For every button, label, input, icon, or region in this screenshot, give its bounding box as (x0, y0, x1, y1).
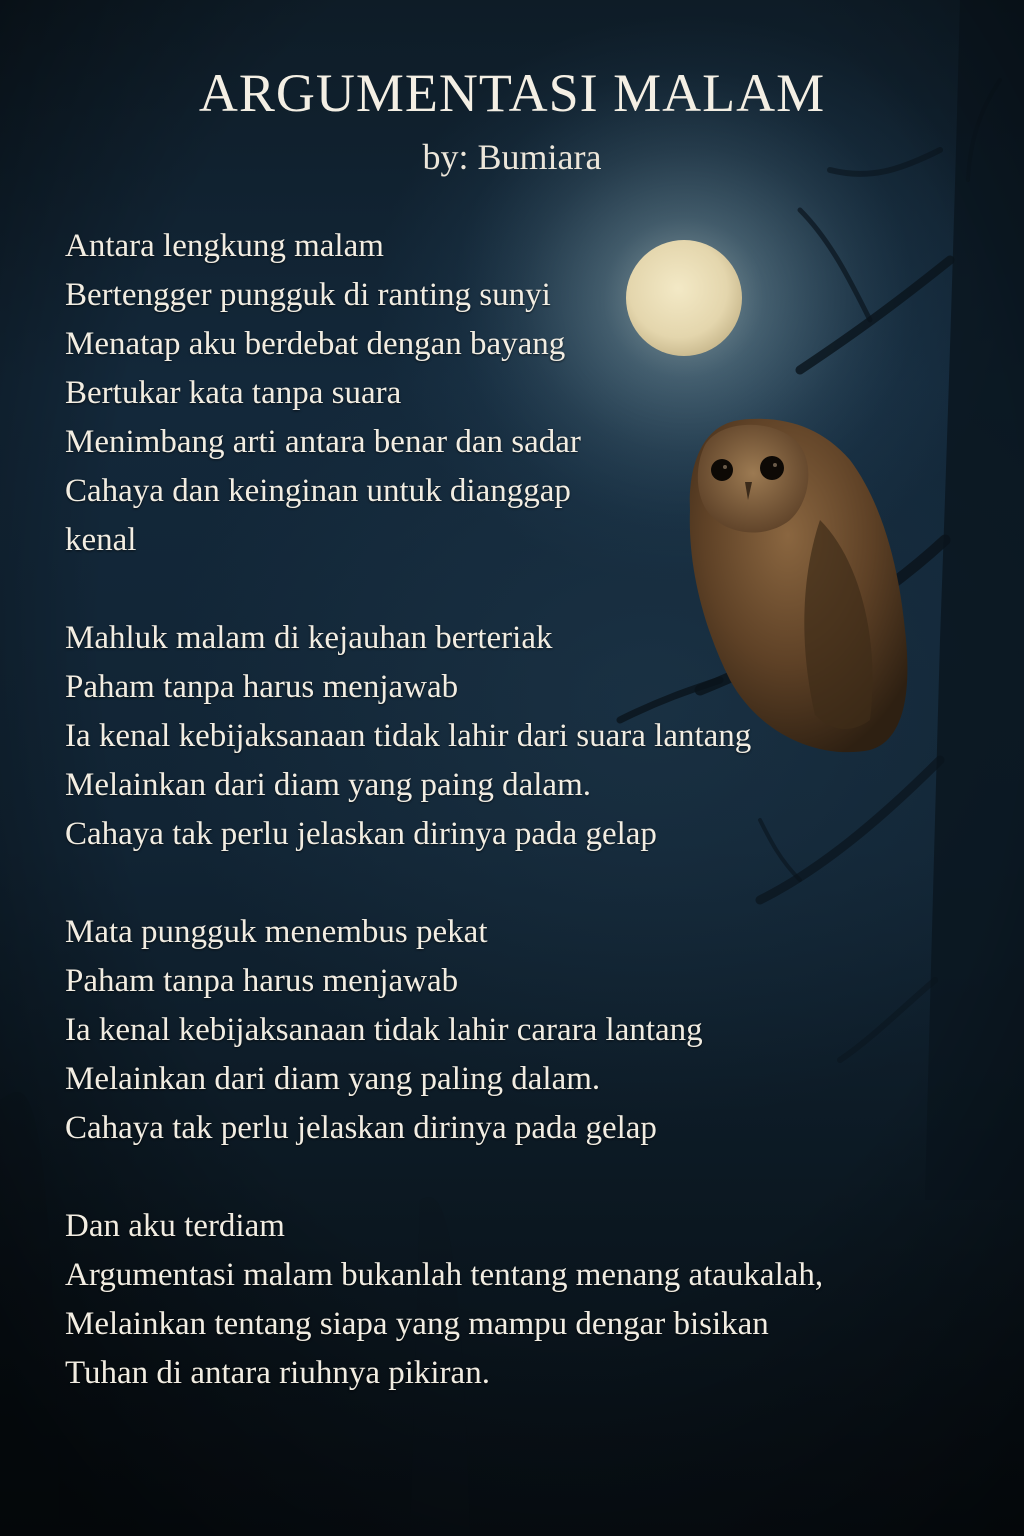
poem-line: Bertukar kata tanpa suara (65, 375, 402, 411)
poem-line: Ia kenal kebijaksanaan tidak lahir dari suara lantang (65, 718, 752, 754)
stanza-3 (65, 908, 965, 1153)
poem-line: Dan aku terdiam (65, 1208, 285, 1244)
poem-line: Menimbang arti antara benar dan sadar (65, 424, 581, 460)
poem-line: Antara lengkung malam (65, 228, 384, 264)
poem-body (65, 222, 965, 1447)
poem-line: Cahaya tak perlu jelaskan dirinya pada gelap (65, 816, 657, 852)
poem-line: Paham tanpa harus menjawab (65, 963, 459, 999)
poem-line: Ia kenal kebijaksanaan tidak lahir carara lantang (65, 1012, 703, 1048)
stanza-1 (65, 222, 965, 565)
poem-title: ARGUMENTASI MALAM (198, 63, 826, 123)
poem-line: Mahluk malam di kejauhan berteriak (65, 620, 553, 656)
poem-line: Cahaya dan keinginan untuk dianggap (65, 473, 571, 509)
stanza-2 (65, 614, 965, 859)
poem-line: Melainkan tentang siapa yang mampu dengar bisikan (65, 1306, 769, 1342)
poem-byline: by: Bumiara (422, 137, 602, 177)
poem-line: Menatap aku berdebat dengan bayang (65, 326, 566, 362)
poem-line: kenal (65, 522, 137, 558)
poem-line: Tuhan di antara riuhnya pikiran. (65, 1355, 490, 1391)
stanza-4 (65, 1202, 965, 1398)
poem-line: Argumentasi malam bukanlah tentang menang ataukalah, (65, 1257, 824, 1293)
poem-line: Melainkan dari diam yang paling dalam. (65, 1061, 601, 1097)
poem-line: Melainkan dari diam yang paing dalam. (65, 767, 592, 803)
poem-line: Cahaya tak perlu jelaskan dirinya pada gelap (65, 1110, 657, 1146)
poem-line: Bertengger pungguk di ranting sunyi (65, 277, 551, 313)
poem-line: Paham tanpa harus menjawab (65, 669, 459, 705)
poem-line: Mata pungguk menembus pekat (65, 914, 488, 950)
